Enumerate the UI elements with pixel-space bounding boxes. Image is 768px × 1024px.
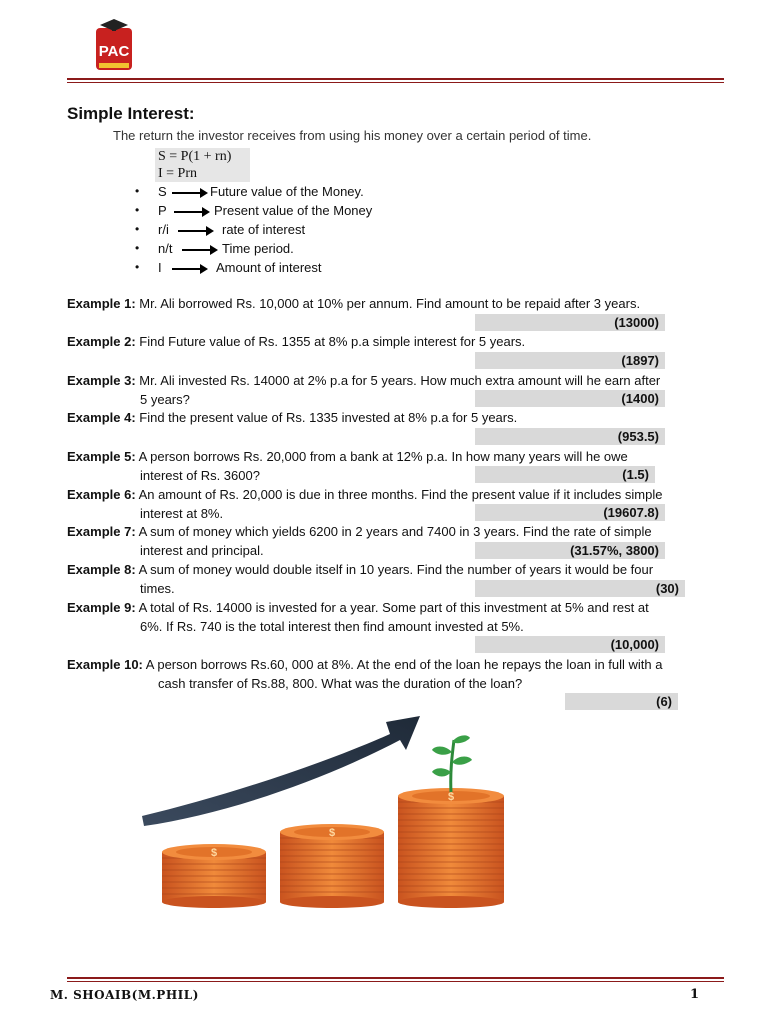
example-text-continued: cash transfer of Rs.88, 800. What was the duration of the loan? <box>158 676 523 691</box>
example-answer: (1897) <box>475 352 665 369</box>
example-text-continued: interest at 8%. <box>140 506 224 521</box>
example-9 <box>67 598 707 617</box>
right-arrow-icon <box>172 264 208 274</box>
formula-interest: I = Prn <box>155 165 250 182</box>
example-text-continued: times. <box>140 581 175 596</box>
example-text: Mr. Ali invested Rs. 14000 at 2% p.a for 5 years. How much extra amount will he earn after <box>139 373 661 388</box>
header-rule <box>67 78 724 80</box>
svg-text:$: $ <box>328 827 336 839</box>
example-text: A sum of money would double itself in 10 years. Find the number of years it would be four <box>138 562 654 577</box>
example-text-continued: 6%. If Rs. 740 is the total interest then find amount invested at 5%. <box>140 619 524 634</box>
svg-text:$: $ <box>447 791 455 803</box>
right-arrow-icon <box>174 207 210 217</box>
example-label: Example 10: <box>67 657 143 672</box>
example-text: A person borrows Rs.60, 000 at 8%. At the end of the loan he repays the loan in full with a <box>145 657 663 672</box>
example-text: An amount of Rs. 20,000 is due in three months. Find the present value if it includes simple <box>138 487 663 502</box>
section-title: Simple Interest: <box>67 104 195 123</box>
example-text: A person borrows Rs. 20,000 from a bank at 12% p.a. In how many years will he owe <box>138 449 628 464</box>
footer-rule-thin <box>67 981 724 982</box>
formula-future-value: S = P(1 + rn) <box>155 148 250 165</box>
example-5 <box>67 447 707 466</box>
example-label: Example 4: <box>67 410 136 425</box>
example-text: Find Future value of Rs. 1355 at 8% p.a simple interest for 5 years. <box>139 334 526 349</box>
definition-symbol: P <box>158 203 167 218</box>
growth-arrow-icon <box>142 716 420 826</box>
example-text-continued: interest and principal. <box>140 543 264 558</box>
definition-symbol: n/t <box>158 241 173 256</box>
definition-list <box>130 184 372 279</box>
svg-text:$: $ <box>210 847 218 859</box>
example-1 <box>67 294 707 313</box>
right-arrow-icon <box>182 245 218 255</box>
example-2 <box>67 332 707 351</box>
coin-stack-large <box>398 788 504 908</box>
example-label: Example 7: <box>67 524 136 539</box>
example-label: Example 9: <box>67 600 136 615</box>
example-label: Example 3: <box>67 373 136 388</box>
definition-item <box>130 260 372 279</box>
example-answer: (1400) <box>475 390 665 407</box>
example-label: Example 8: <box>67 562 136 577</box>
right-arrow-icon <box>172 188 208 198</box>
definition-item <box>130 203 372 222</box>
intro-text: The return the investor receives from using his money over a certain period of time. <box>113 128 592 143</box>
example-text-continued: interest of Rs. 3600? <box>140 468 260 483</box>
example-10 <box>67 655 707 674</box>
example-answer: (31.57%, 3800) <box>475 542 665 559</box>
example-answer: (6) <box>565 693 678 710</box>
definition-item <box>130 184 372 203</box>
example-7 <box>67 522 707 541</box>
example-text: Find the present value of Rs. 1335 invested at 8% p.a for 5 years. <box>139 410 518 425</box>
example-answer: (19607.8) <box>475 504 665 521</box>
coin-stack-medium <box>280 824 384 908</box>
footer-author: M. SHOAIB(M.PHIL) <box>50 988 199 1002</box>
header-rule-thin <box>67 82 724 83</box>
example-answer: (1.5) <box>475 466 655 483</box>
definition-symbol: I <box>158 260 162 275</box>
example-text: Mr. Ali borrowed Rs. 10,000 at 10% per annum. Find amount to be repaid after 3 years. <box>139 296 641 311</box>
example-text: A total of Rs. 14000 is invested for a year. Some part of this investment at 5% and rest at <box>138 600 649 615</box>
example-answer: (953.5) <box>475 428 665 445</box>
definition-text: Time period. <box>222 241 294 256</box>
page-number: 1 <box>690 987 700 1002</box>
example-answer: (30) <box>475 580 685 597</box>
definition-item <box>130 241 372 260</box>
plant-sprout-icon <box>432 735 472 792</box>
example-6 <box>67 485 707 504</box>
example-3 <box>67 371 707 390</box>
definition-symbol: r/i <box>158 222 169 237</box>
example-text: A sum of money which yields 6200 in 2 years and 7400 in 3 years. Find the rate of simple <box>138 524 652 539</box>
definition-text: Present value of the Money <box>214 203 373 218</box>
definition-text: Amount of interest <box>216 260 322 275</box>
definition-text: rate of interest <box>222 222 306 237</box>
example-label: Example 6: <box>67 487 136 502</box>
svg-text:PAC: PAC <box>98 43 130 60</box>
footer-rule <box>67 977 724 979</box>
example-label: Example 1: <box>67 296 136 311</box>
example-answer: (13000) <box>475 314 665 331</box>
pac-logo <box>94 18 134 72</box>
example-answer: (10,000) <box>475 636 665 653</box>
coin-stack-small <box>162 844 266 908</box>
definition-symbol: S <box>158 184 167 199</box>
right-arrow-icon <box>178 226 214 236</box>
example-label: Example 2: <box>67 334 136 349</box>
example-label: Example 5: <box>67 449 136 464</box>
example-8 <box>67 560 707 579</box>
coin-growth-illustration <box>138 706 518 916</box>
definition-item <box>130 222 372 241</box>
example-text-continued: 5 years? <box>140 392 190 407</box>
example-4 <box>67 408 707 427</box>
definition-text: Future value of the Money. <box>210 184 364 199</box>
